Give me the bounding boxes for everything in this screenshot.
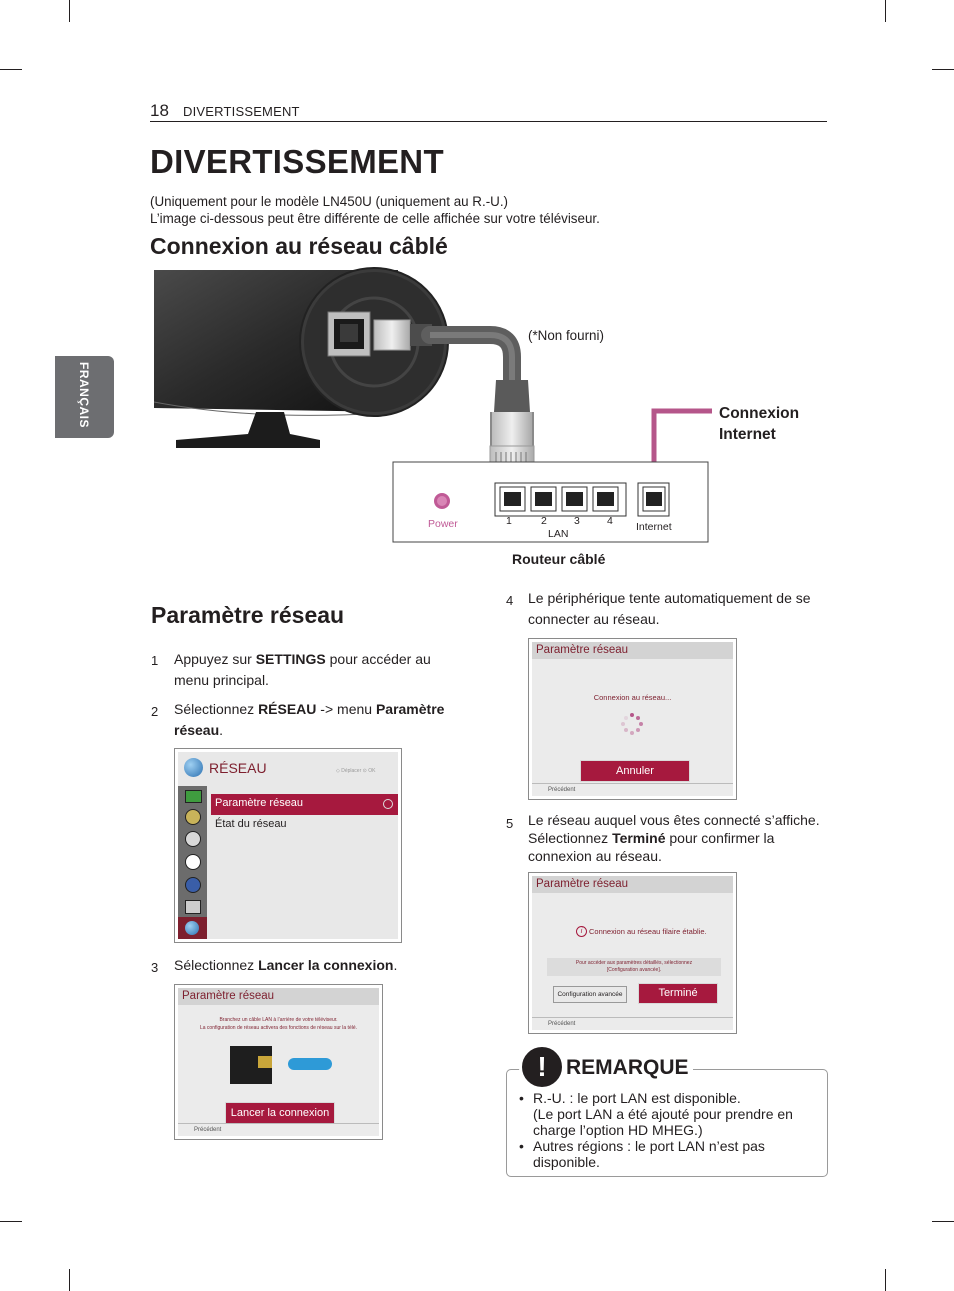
back-footer[interactable] [532,783,733,796]
network-tab-selected[interactable] [178,917,207,939]
step-5-line1: Le réseau auquel vous êtes connecté s’affiche. [528,812,820,828]
step-4-text [528,588,828,630]
bullet: • [519,1090,524,1106]
step-2-post: . [219,722,224,738]
crop-mark [932,69,954,70]
connecting-message: Connexion au réseau... [593,693,672,702]
non-fourni-label: (*Non fourni) [528,328,604,343]
step-2-bold2: Paramètre [375,701,445,717]
step-1-line2: menu principal. [174,672,269,688]
step-number: 1 [151,653,159,668]
step-2-mid: -> menu [316,701,376,717]
crop-mark [0,69,22,70]
note-title: REMARQUE [562,1056,693,1080]
note-item-line: (Le port LAN a été ajouté pour prendre en [533,1106,793,1122]
lan-label: LAN [548,528,569,540]
back-label: Précédent [548,1021,576,1027]
crop-mark [885,0,886,22]
page-number: 18 [150,101,169,120]
network-menu-screen [174,748,402,943]
crop-mark [885,1269,886,1291]
internet-connection-label [719,403,799,445]
internet-cable [654,411,712,467]
connecting-screen [528,638,737,800]
lan-cable-illustration [288,1058,332,1070]
lan-port-illustration [258,1056,272,1068]
tv-stand [176,412,320,448]
lan-port-number: 4 [607,515,613,527]
back-footer[interactable] [532,1017,733,1030]
crop-mark [0,1221,22,1222]
note-list [519,1090,819,1170]
note-item [519,1090,819,1138]
step-5-text [528,811,833,865]
crop-mark [932,1221,954,1222]
info-icon: i [576,926,587,937]
instruction-line-2: La configuration de réseau activera des fonctions de réseau sur la télé. [199,1025,358,1031]
step-3-bold: Lancer la connexion [258,957,394,973]
menu-item-selected[interactable] [211,794,398,815]
hint-line-1: Pour accéder aux paramètres détaillés, sélectionnez [575,960,693,966]
lan-port-number: 2 [541,515,547,527]
advanced-hint [547,958,721,976]
step-1-post: pour accéder au [325,651,431,667]
intro-line-1: (Uniquement pour le modèle LN450U (uniquement au R.-U.) [150,194,509,209]
intro-text [150,193,600,227]
note-item-line: Autres régions : le port LAN n’est pas [533,1138,765,1154]
menu-item-label: État du réseau [215,818,287,830]
step-1-bold: SETTINGS [255,651,326,667]
network-heading: Paramètre réseau [151,602,345,628]
screen-instructions [178,1016,379,1032]
screen-title-bar: Paramètre réseau [532,876,733,893]
speaker-icon[interactable] [185,809,201,825]
menu-icon-rail [178,786,207,939]
connection-diagram [140,262,740,562]
cancel-button[interactable]: Annuler [580,760,690,782]
launch-connection-screen [174,984,383,1140]
internet-label-line-2: Internet [719,426,776,443]
step-number: 4 [506,593,514,608]
note-item [519,1138,819,1170]
step-2-bold1: RÉSEAU [258,701,317,717]
internet-label-line-1: Connexion [719,405,800,422]
step-3-pre: Sélectionnez [174,957,259,973]
note-item-line: disponible. [533,1154,600,1170]
connected-message: Connexion au réseau filaire établie. [589,927,707,936]
language-tab [55,356,114,438]
clock-icon[interactable] [185,854,201,870]
launch-connection-button[interactable]: Lancer la connexion [225,1102,335,1124]
language-tab-label: FRANÇAIS [77,362,91,428]
lock-icon[interactable] [185,877,201,893]
step-5-post: pour confirmer la [665,830,775,846]
step-3-post: . [393,957,398,973]
satellite-icon[interactable] [185,831,201,847]
globe-icon [184,758,203,777]
step-2-text [174,699,464,741]
tv-icon[interactable] [185,790,202,803]
crop-mark [69,0,70,22]
step-5-pre: Sélectionnez [528,830,613,846]
page-title: DIVERTISSEMENT [150,143,444,180]
menu-item-label: Paramètre réseau [215,797,304,809]
step-2-bold3: réseau [174,722,220,738]
crop-mark [69,1269,70,1291]
step-number: 5 [506,816,514,831]
screen-title-bar: Paramètre réseau [532,642,733,659]
lan-port-number: 3 [574,515,580,527]
menu-title: RÉSEAU [209,760,267,776]
step-4-line1: Le périphérique tente automatiquement de se [528,590,811,606]
exclamation-icon: ! [519,1044,565,1090]
header-rule [150,121,827,122]
network-icon [185,921,199,935]
back-label: Précédent [194,1127,222,1133]
note-item-line: charge l’option HD MHEG.) [533,1122,703,1138]
back-footer[interactable] [178,1123,379,1136]
running-header: DIVERTISSEMENT [183,104,300,119]
note-item-line: R.-U. : le port LAN est disponible. [533,1090,741,1106]
options-icon[interactable] [185,900,201,914]
connected-screen [528,872,737,1034]
screen-title-bar: Paramètre réseau [178,988,379,1005]
instruction-line-1: Branchez un câble LAN à l’arrière de votre téléviseur. [219,1017,338,1023]
hint-line-2: [Configuration avancée]. [606,967,662,973]
step-5-line3: connexion au réseau. [528,848,662,864]
step-4-line2: connecter au réseau. [528,611,660,627]
step-number: 3 [151,960,159,975]
step-5-bold: Terminé [612,830,666,846]
power-label: Power [428,518,458,530]
loading-spinner-icon [620,712,644,736]
nav-hint: ◇ Déplacer ⊙ OK [336,768,376,774]
step-2-pre: Sélectionnez [174,701,259,717]
ok-icon [383,799,393,809]
step-5-line2 [528,829,833,847]
bullet: • [519,1138,524,1154]
step-3-text [174,955,464,976]
router-caption: Routeur câblé [512,551,606,567]
intro-line-2: L’image ci-dessous peut être différente de celle affichée sur votre téléviseur. [150,211,600,226]
done-button[interactable]: Terminé [638,983,718,1004]
advanced-settings-button[interactable]: Configuration avancée [553,986,627,1003]
lan-port-number: 1 [506,515,512,527]
connection-heading: Connexion au réseau câblé [150,233,448,259]
back-label: Précédent [548,787,576,793]
internet-port-label: Internet [636,521,672,533]
step-1-text [174,649,464,691]
menu-item[interactable] [215,818,287,830]
step-number: 2 [151,704,159,719]
step-1-pre: Appuyez sur [174,651,256,667]
